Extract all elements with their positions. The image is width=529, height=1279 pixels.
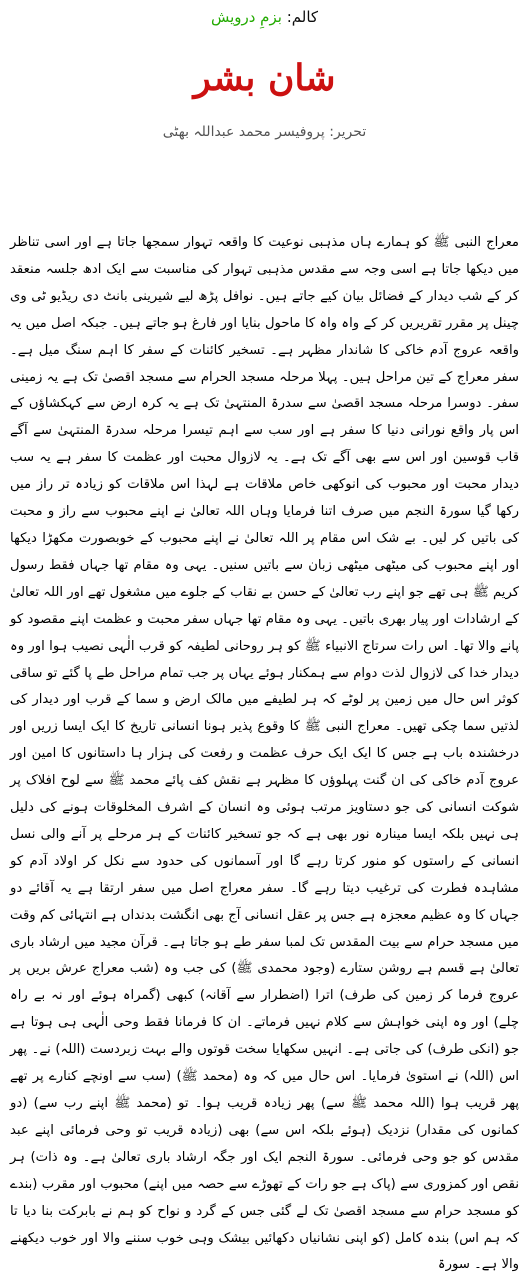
article-title: شان بشر: [193, 57, 336, 99]
column-label: کالم:: [286, 8, 319, 26]
column-name: بزمِ درویش: [210, 8, 282, 26]
article-body: معراج النبی ﷺ کو ہمارے ہاں مذہبی نوعیت کا واقعہ تہوار سمجھا جاتا ہے اور اسی تناظر میں دیکھا جاتا ہے اسی وجہ سے مقدس مذہبی تہوار کی مناسبت سے ایک ادھ جلسہ منعقد کر کے شب دیدار کے فضائل بیان کیے جاتے ہیں۔ نوافل پڑھ لیے شیرینی بانٹ دی ریڈیو ٹی وی چینل پر مقرر تقریریں کر کے واہ واہ کا ماحول بنایا اور فارغ ہو جاتے ہیں۔ جبکہ اصل میں یہ واقعہ عروج آدم خاکی کا شاندار مظہر ہے۔ تسخیر کائنات کے سفر کا اہم سنگ میل ہے۔ سفر معراج کے تین مراحل ہیں۔ پہلا مرحلہ مسجد الحرام سے مسجد اقصیٰ تک ہے یہ زمینی سفر۔ دوسرا مرحلہ مسجد اقصیٰ سے سدرۃ المنتہیٰ تک ہے یہ کرہ ارض سے کہکشاؤں کے اس پار واقع نورانی دنیا کا سفر ہے اور سب سے اہم تیسرا مرحلہ سدرۃ المنتہیٰ سے آگے قاب قوسین اور اس سے بھی آگے تک ہے۔ یہ لازوال محبت اور عظمت کا سفر ہے یہ سب دیدار محبت اور محبوب کی انوکھی خاص ملاقات ہے لہذا اس ملاقات کو زیادہ تر راز میں رکھا گیا سورۃ النجم میں صرف اتنا فرمایا وہاں اللہ تعالیٰ نے اپنے محبوب سے راز و محبت کی باتیں کر لیں۔ بے شک اس مقام پر اللہ تعالیٰ نے اپنے محبوب کے خوبصورت مکھڑا دیکھا اور اپنے محبوب کی میٹھی میٹھی زبان سے باتیں سنیں۔ یہی وہ مقام تھا جہاں فقط رسول کریم ﷺ ہی تھے جو اپنے رب تعالیٰ کے حسن بے نقاب کے جلوے میں مشغول تھے اور اللہ تعالیٰ کے ارشادات اور پیار بھری باتیں۔ یہی وہ مقام تھا جہاں سفر محبت و عظمت اپنے مقصود کو پانے والا تھا۔ اس رات سرتاج الانبیاء ﷺ کو ہر روحانی لطیفہ کو قرب الٰہی نصیب ہوا اور وہ دیدار خدا کی لازوال لذت دوام سے ہمکنار ہوئے یہاں پر جب تمام مراحل طے پا گئے تو ساقی کوثر اس حال میں زمین پر لوٹے کہ ہر لطیفے میں مالک ارض و سما کے قرب اور دیدار کی لذتیں سما چکی تھیں۔ معراج النبی ﷺ کا وقوع پذیر ہونا انسانی تاریخ کا ایک ایسا زریں اور درخشندہ باب ہے جس کا ایک ایک حرف عظمت و رفعت کی ہزار ہا داستانوں کا امین اور عروج آدم خاکی کی ان گنت پہلوؤں کا مظہر ہے نقش کف پائے محمد ﷺ سے لوح افلاک پر شوکت انسانی کی جو دستاویز مرتب ہوئی وہ انسان کے اشرف المخلوقات ہونے کی دلیل ہی نہیں بلکہ ایسا مینارہ نور بھی ہے کہ جو تسخیر کائنات کے ہر مرحلے پر آنے والی نسل انسانی کے راستوں کو منور کرتا رہے گا اور آسمانوں کی حدود سے نکل کر اولاد آدم کو مشاہدہ فطرت کی ترغیب دیتا رہے گا۔ سفر معراج اصل میں سفر ارتقا ہے یہ آقائے دو جہاں کا وہ عظیم معجزہ ہے جس پر عقل انسانی آج بھی انگشت بدنداں ہے انتہائی کم وقت میں مسجد حرام سے بیت المقدس تک لمبا سفر طے ہو جاتا ہے۔ قرآن مجید میں ارشاد باری تعالیٰ ہے قسم ہے روشن ستارے (وجود محمدی ﷺ) کی جب وہ (شب معراج عرش بریں پر عروج فرما کر زمین کی طرف) اترا (اضطرار سے آقانہ) کبھی (گمراہ ہوئے اور نہ بے راہ چلے) اور وہ اپنی خواہش سے کلام نہیں فرماتے۔ ان کا فرمانا فقط وحی الٰہی ہی ہوتا ہے جو (انکی طرف) کی جاتی ہے۔ انہیں سکھایا سخت قوتوں والے بہت زبردست (اللہ) نے۔ پھر اس (اللہ) نے استویٰ فرمایا۔ اس حال میں کہ وہ (محمد ﷺ) (سب سے اونچے کنارے پر تھے پھر قریب ہوا (اللہ محمد ﷺ سے) پھر زیادہ قریب ہوا۔ تو (محمد ﷺ اپنے رب سے) (دو کمانوں کی مقدار) نزدیک (ہوئے بلکہ اس سے) بھی (زیادہ قریب تو وحی فرمائی اپنے عبد مقدس کو جو وحی فرمائی۔ سورۃ النجم ایک اور جگہ ارشاد باری تعالیٰ ہے۔ وہ ذات) ہر نقص اور کمزوری سے (پاک ہے جو رات کے تھوڑے سے حصہ میں اپنے) محبوب اور مقرب (بندے کو مسجد حرام سے مسجد اقصیٰ تک لے گئی جس کے گرد و نواح کو ہم نے بابرکت بنا دیا تا کہ ہم اس) بندہ کامل (کو اپنی نشانیاں دکھائیں بیشک وہی خوب سننے والا اور خوب دیکھنے والا ہے۔ سورۃ: [10, 235, 519, 1273]
author-line: تحریر: پروفیسر محمد عبداللہ بھٹی: [162, 124, 367, 140]
column-header: [0, 8, 529, 26]
